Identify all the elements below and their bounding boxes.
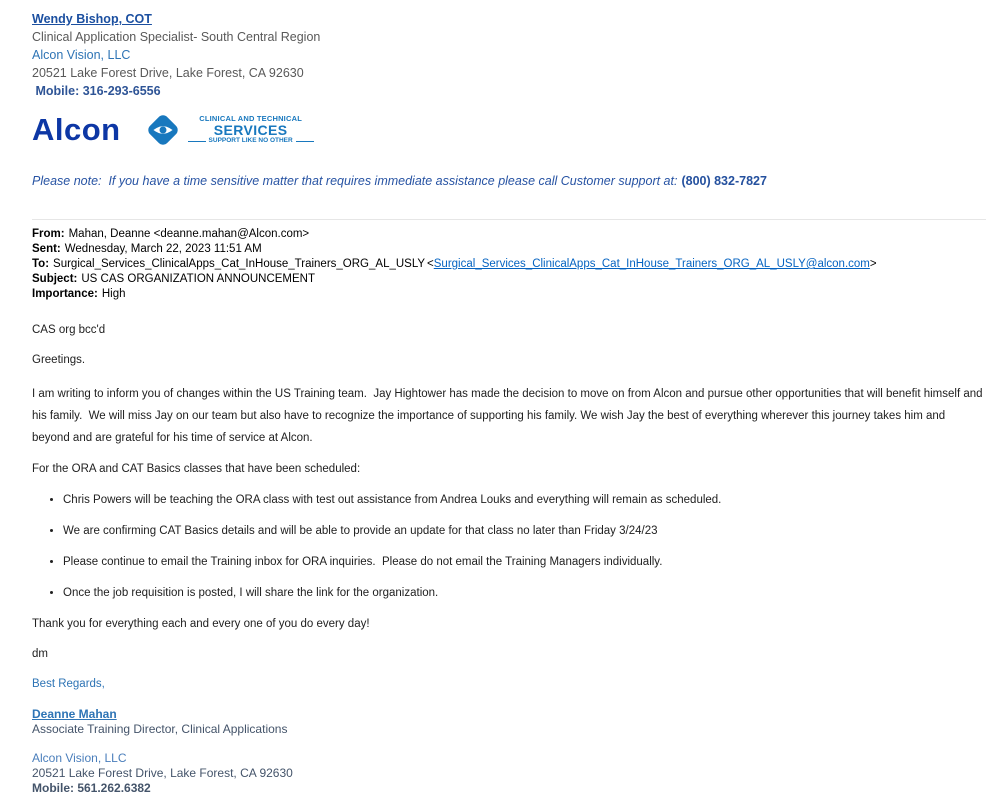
importance-value: High — [101, 288, 126, 300]
list-item: • Chris Powers will be teaching the ORA class with test out assistance from Andrea Louks and everything will remain as scheduled. — [63, 493, 986, 508]
bottom-signature-name — [32, 707, 986, 722]
regards-line: Best Regards, — [32, 678, 105, 690]
subject-value: US CAS ORGANIZATION ANNOUNCEMENT — [81, 273, 316, 285]
from-value: Mahan, Deanne <deanne.mahan@Alcon.com> — [68, 228, 310, 240]
to-angle-close: > — [869, 258, 877, 270]
deanne-mahan-link[interactable]: Deanne Mahan — [32, 707, 117, 721]
logo-row — [32, 108, 986, 152]
top-signature-name — [32, 10, 986, 28]
top-signature-title: Clinical Application Specialist- South Central Region — [32, 30, 321, 44]
paragraph-classes-intro: For the ORA and CAT Basics classes that have been scheduled: — [32, 463, 361, 475]
greeting: Greetings. — [32, 354, 86, 366]
signature-spacer — [32, 737, 986, 751]
email-headers — [32, 219, 986, 302]
cts-eye-diamond-icon — [143, 110, 183, 150]
to-value: Surgical_Services_ClinicalApps_Cat_InHouse_Trainers_ORG_AL_USLY — [53, 258, 426, 270]
paragraph-announcement: I am writing to inform you of changes within the US Training team. Jay Hightower has made the decision to move on from Alcon and pursue other opportunities that will benefit himself and his family. We will miss Jay on our team but also have to recognize the importance of supporting his family. We wish Jay the best of everything wherever this journey takes him and beyond and are grateful for his time of service at Alcon. — [32, 388, 986, 444]
to-label: To: — [32, 258, 50, 270]
to-email-link[interactable]: Surgical_Services_ClinicalApps_Cat_InHouse_Trainers_ORG_AL_USLY@alcon.com — [433, 258, 870, 270]
top-signature-block — [32, 10, 986, 100]
subject-label: Subject: — [32, 273, 78, 285]
alcon-logo: Alcon — [32, 112, 121, 147]
importance-label: Importance: — [32, 288, 98, 300]
list-item: • Please continue to email the Training inbox for ORA inquiries. Please do not email the Training Managers individually. — [63, 555, 986, 570]
header-to — [32, 257, 986, 272]
initials-line: dm — [32, 648, 48, 660]
bottom-signature-address: 20521 Lake Forest Drive, Lake Forest, CA 92630 — [32, 766, 293, 780]
bottom-signature-mobile: Mobile: 561.262.6382 — [32, 781, 151, 795]
top-signature-mobile: Mobile: 316-293-6556 — [32, 84, 161, 98]
clinical-technical-services-badge — [143, 110, 314, 150]
sent-label: Sent: — [32, 243, 61, 255]
bcc-note: CAS org bcc'd — [32, 324, 106, 336]
sent-value: Wednesday, March 22, 2023 11:51 AM — [64, 243, 262, 255]
top-signature-address: 20521 Lake Forest Drive, Lake Forest, CA 92630 — [32, 66, 304, 80]
badge-line1: CLINICAL AND TECHNICAL — [199, 114, 302, 124]
bottom-signature-company: Alcon Vision, LLC — [32, 751, 127, 765]
badge-line3: SUPPORT LIKE NO OTHER — [188, 138, 314, 145]
bottom-signature-block — [32, 707, 986, 796]
header-sent — [32, 242, 986, 257]
header-subject — [32, 272, 986, 287]
badge-line2: SERVICES — [213, 122, 288, 139]
badge-text — [188, 115, 314, 144]
header-from — [32, 227, 986, 242]
from-label: From: — [32, 228, 65, 240]
support-phone-number: (800) 832-7827 — [681, 174, 767, 188]
support-notice — [32, 174, 986, 188]
header-importance — [32, 287, 986, 302]
thanks-line: Thank you for everything each and every one of you do every day! — [32, 618, 370, 630]
list-item: • We are confirming CAT Basics details and will be able to provide an update for that class no later than Friday 3/24/23 — [63, 524, 986, 539]
announcement-bullet-list — [32, 493, 986, 601]
bottom-signature-title: Associate Training Director, Clinical Applications — [32, 722, 288, 736]
to-angle-open: < — [427, 258, 434, 270]
list-item: • Once the job requisition is posted, I will share the link for the organization. — [63, 586, 986, 601]
sender-name-link[interactable]: Wendy Bishop, COT — [32, 12, 152, 26]
email-body — [32, 323, 986, 692]
support-notice-text: Please note: If you have a time sensitive matter that requires immediate assistance please call Customer support at: — [32, 174, 678, 188]
top-signature-company: Alcon Vision, LLC — [32, 48, 131, 62]
